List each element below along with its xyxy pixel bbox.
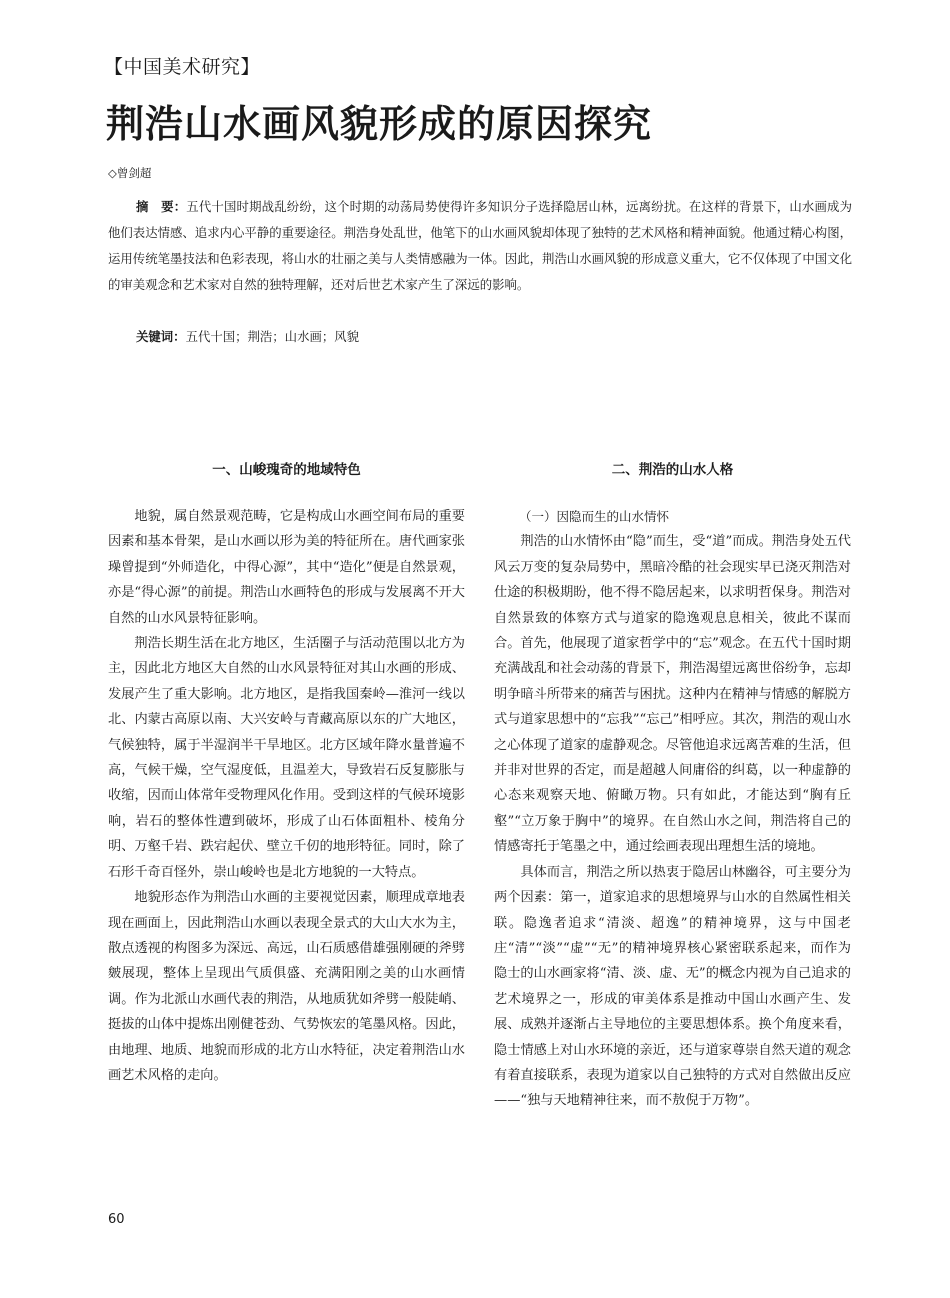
paragraph: 地貌形态作为荆浩山水画的主要视觉因素，顺理成章地表现在画面上，因此荆浩山水画以表现全景式的大山大水为主，散点透视的构图多为深远、高远，山石质感借雄强刚硬的斧劈皴展现，整体上呈现出气质俱盛、充满阳刚之美的山水画情调。作为北派山水画代表的荆浩，从地质犹如斧劈一般陡峭、挺拔的山体中提炼出刚健苍劲、气势恢宏的笔墨风格。因此，由地理、地质、地貌而形成的北方山水特征，决定着荆浩山水画艺术风格的走向。 [108, 890, 465, 1083]
paragraph: 荆浩长期生活在北方地区，生活圈子与活动范围以北方为主，因此北方地区大自然的山水风景特征对其山水画的形成、发展产生了重大影响。北方地区，是指我国秦岭—淮河一线以北、内蒙古高原以南、大兴安岭与青藏高原以东的广大地区，气候独特，属于半湿润半干旱地区。北方区域年降水量普遍不高，气候干燥，空气湿度低，且温差大，导致岩石反复膨胀与收缩，因而山体常年受物理风化作用。受到这样的气候环境影响，岩石的整体性遭到破坏，形成了山石体面粗朴、棱角分明、万壑千岩、跌宕起伏、壁立千仞的地形特征。同时，除了石形千奇百怪外，崇山峻岭也是北方地貌的一大特点。 [108, 636, 465, 880]
subsection-heading: （一）因隐而生的山水情怀 [519, 509, 670, 524]
article-title: 荆浩山水画风貌形成的原因探究 [106, 102, 653, 146]
abstract-text: 五代十国时期战乱纷纷，这个时期的动荡局势使得许多知识分子选择隐居山林，远离纷扰。在这样的背景下，山水画成为他们表达情感、追求内心平静的重要途径。荆浩身处乱世，他笔下的山水画风貌却体现了独特的艺术风格和精神面貌。他通过精心构图，运用传统笔墨技法和色彩表现，将山水的壮丽之美与人类情感融为一体。因此，荆浩山水画风貌的形成意义重大，它不仅体现了中国文化的审美观念和艺术家对自然的独特理解，还对后世艺术家产生了深远的影响。 [108, 199, 853, 292]
keywords [136, 324, 359, 350]
abstract-label: 摘 要： [136, 199, 187, 214]
author-line: ◇曾剑超 [108, 166, 152, 180]
paragraph: 荆浩的山水情怀由“隐”而生，受“道”而成。荆浩身处五代风云万变的复杂局势中，黑暗冷酷的社会现实早已浇灭荆浩对仕途的积极期盼，他不得不隐居起来，以求明哲保身。荆浩对自然景致的体察方式与道家的隐逸观息息相关，彼此不谋而合。首先，他展现了道家哲学中的“忘”观念。在五代十国时期充满战乱和社会动荡的背景下，荆浩渴望远离世俗纷争，忘却明争暗斗所带来的痛苦与困扰。这种内在精神与情感的解脱方式与道家思想中的“忘我”“忘己”相呼应。其次，荆浩的观山水之心体现了道家的虚静观念。尽管他追求远离苦难的生活，但并非对世界的否定，而是超越人间庸俗的纠葛，以一种虚静的心态来观察天地、俯瞰万物。只有如此，才能达到“胸有丘壑”“立万象于胸中”的境界。在自然山水之间，荆浩将自己的情感寄托于笔墨之中，通过绘画表现出理想生活的境地。 [494, 534, 851, 855]
keywords-label: 关键词： [136, 329, 186, 344]
keywords-text: 五代十国；荆浩；山水画；风貌 [185, 329, 360, 344]
section-heading-2: 二、荆浩的山水人格 [611, 462, 734, 478]
section-heading-1: 一、山峻瑰奇的地域特色 [212, 462, 361, 478]
abstract [108, 194, 852, 298]
left-column [108, 458, 465, 1088]
section-tag: 【中国美术研究】 [104, 56, 261, 78]
page-number: 60 [108, 1212, 125, 1227]
paragraph: 具体而言，荆浩之所以热衷于隐居山林幽谷，可主要分为两个因素：第一，道家追求的思想境界与山水的自然属性相关联。隐逸者追求“清淡、超逸”的精神境界，这与中国老庄“清”“淡”“虚”“无”的精神境界核心紧密联系起来，而作为隐士的山水画家将“清、淡、虚、无”的概念内视为自己追求的艺术境界之一，形成的审美体系是推动中国山水画产生、发展、成熟并逐渐占主导地位的主要思想体系。换个角度来看，隐士情感上对山水环境的亲近，还与道家尊崇自然天道的观念有着直接联系，表现为道家以自己独特的方式对自然做出反应——“独与天地精神往来，而不敖倪于万物”。 [494, 864, 851, 1109]
right-column [494, 458, 851, 1114]
paragraph: 地貌，属自然景观范畴，它是构成山水画空间布局的重要因素和基本骨架，是山水画以形为美的特征所在。唐代画家张璪曾提到“外师造化，中得心源”，其中“造化”便是自然景观，亦是“得心源”的前提。荆浩山水画特色的形成与发展离不开大自然的山水风景特征影响。 [108, 509, 465, 626]
